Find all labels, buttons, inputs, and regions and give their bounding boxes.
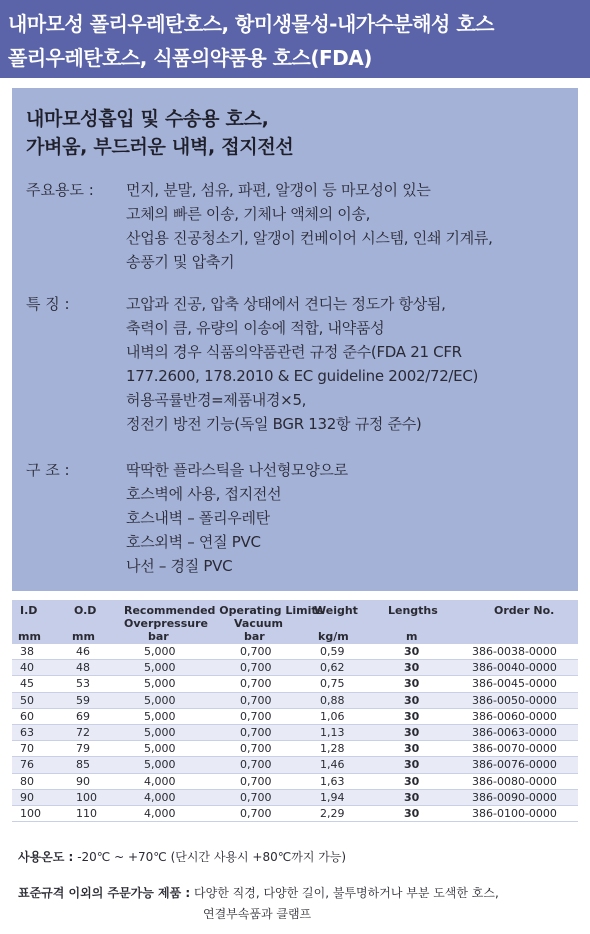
cell-od: 79 bbox=[76, 742, 90, 756]
section-line: 호스외벽 – 연질 PVC bbox=[126, 533, 261, 551]
cell-od: 59 bbox=[76, 693, 90, 707]
cell-vacuum: 0,700 bbox=[240, 677, 272, 691]
cell-weight: 2,29 bbox=[320, 806, 345, 820]
cell-order-no: 386-0038-0000 bbox=[472, 645, 557, 658]
cell-weight: 0,88 bbox=[320, 693, 345, 707]
table-row bbox=[12, 741, 578, 757]
cell-vacuum: 0,700 bbox=[240, 693, 272, 707]
header-od: O.D bbox=[74, 604, 97, 617]
custom-order-line2: 연결부속품과 클램프 bbox=[203, 907, 312, 921]
cell-vacuum: 0,700 bbox=[240, 645, 272, 658]
cell-weight: 1,13 bbox=[320, 725, 345, 739]
cell-overpressure: 5,000 bbox=[144, 693, 176, 707]
cell-weight: 0,62 bbox=[320, 661, 345, 675]
cell-length: 30 bbox=[404, 774, 420, 788]
header-banner bbox=[0, 0, 590, 78]
cell-id: 45 bbox=[20, 677, 34, 691]
cell-overpressure: 5,000 bbox=[144, 758, 176, 772]
cell-id: 60 bbox=[20, 709, 34, 723]
cell-id: 100 bbox=[20, 806, 41, 820]
cell-vacuum: 0,700 bbox=[240, 725, 272, 739]
cell-length: 30 bbox=[404, 677, 420, 691]
unit-weight: kg/m bbox=[318, 630, 349, 643]
section-line: 산업용 진공청소기, 알갱이 컨베이어 시스템, 인쇄 기계류, bbox=[126, 229, 493, 247]
temperature-note bbox=[18, 848, 346, 865]
cell-order-no: 386-0070-0000 bbox=[472, 742, 557, 756]
cell-length: 30 bbox=[404, 709, 420, 723]
cell-id: 38 bbox=[20, 645, 34, 658]
cell-od: 110 bbox=[76, 806, 97, 820]
cell-length: 30 bbox=[404, 758, 420, 772]
cell-order-no: 386-0063-0000 bbox=[472, 725, 557, 739]
cell-weight: 0,75 bbox=[320, 677, 345, 691]
cell-order-no: 386-0040-0000 bbox=[472, 661, 557, 675]
custom-order-label: 표준규격 이외의 주문가능 제품 : bbox=[18, 886, 191, 900]
cell-overpressure: 5,000 bbox=[144, 725, 176, 739]
unit-lengths: m bbox=[406, 630, 418, 643]
info-title-line2: 가벼움, 부드러운 내벽, 접지전선 bbox=[26, 136, 294, 158]
cell-length: 30 bbox=[404, 645, 420, 658]
temperature-value: -20℃ ~ +70℃ (단시간 사용시 +80℃까지 가능) bbox=[77, 850, 347, 864]
cell-od: 46 bbox=[76, 645, 90, 658]
temperature-label: 사용온도 : bbox=[18, 850, 74, 864]
unit-overpressure: bar bbox=[148, 630, 169, 643]
cell-weight: 1,94 bbox=[320, 790, 345, 804]
cell-order-no: 386-0060-0000 bbox=[472, 709, 557, 723]
table-header bbox=[12, 600, 578, 644]
unit-id: mm bbox=[18, 630, 41, 643]
cell-od: 69 bbox=[76, 709, 90, 723]
table-row bbox=[12, 790, 578, 806]
section-line: 고체의 빠른 이송, 기체나 액체의 이송, bbox=[126, 205, 371, 223]
unit-vacuum: bar bbox=[244, 630, 265, 643]
section-label: 구 조 : bbox=[26, 461, 70, 479]
section-line: 허용곡률반경=제품내경×5, bbox=[126, 391, 307, 409]
section-line: 내벽의 경우 식품의약품관련 규정 준수(FDA 21 CFR bbox=[126, 343, 462, 361]
cell-length: 30 bbox=[404, 661, 420, 675]
cell-weight: 0,59 bbox=[320, 645, 345, 658]
cell-order-no: 386-0045-0000 bbox=[472, 677, 557, 691]
table-row bbox=[12, 709, 578, 725]
cell-overpressure: 5,000 bbox=[144, 677, 176, 691]
cell-overpressure: 4,000 bbox=[144, 806, 176, 820]
cell-vacuum: 0,700 bbox=[240, 774, 272, 788]
table-row bbox=[12, 757, 578, 773]
cell-order-no: 386-0100-0000 bbox=[472, 806, 557, 820]
cell-id: 40 bbox=[20, 661, 34, 675]
cell-order-no: 386-0076-0000 bbox=[472, 758, 557, 772]
section-line: 177.2600, 178.2010 & EC guideline 2002/72/EC) bbox=[126, 367, 479, 385]
cell-id: 63 bbox=[20, 725, 34, 739]
custom-order-note bbox=[18, 884, 499, 901]
header-title-line2: 폴리우레탄호스, 식품의약품용 호스(FDA) bbox=[8, 46, 372, 70]
header-lengths: Lengths bbox=[388, 604, 438, 617]
spec-table bbox=[12, 600, 578, 822]
cell-overpressure: 5,000 bbox=[144, 645, 176, 658]
header-vacuum: Vacuum bbox=[234, 617, 283, 630]
section-line: 송풍기 및 압축기 bbox=[126, 253, 235, 271]
custom-order-line1: 다양한 직경, 다양한 길이, 불투명하거나 부분 도색한 호스, bbox=[194, 886, 499, 900]
cell-overpressure: 4,000 bbox=[144, 790, 176, 804]
cell-id: 50 bbox=[20, 693, 34, 707]
cell-length: 30 bbox=[404, 790, 420, 804]
cell-order-no: 386-0080-0000 bbox=[472, 774, 557, 788]
cell-id: 70 bbox=[20, 742, 34, 756]
section-line: 나선 – 경질 PVC bbox=[126, 557, 233, 575]
cell-od: 85 bbox=[76, 758, 90, 772]
table-row bbox=[12, 725, 578, 741]
section-line: 먼지, 분말, 섬유, 파편, 알갱이 등 마모성이 있는 bbox=[126, 181, 431, 199]
cell-overpressure: 4,000 bbox=[144, 774, 176, 788]
table-body bbox=[12, 644, 578, 822]
section-line: 호스벽에 사용, 접지전선 bbox=[126, 485, 282, 503]
table-row bbox=[12, 644, 578, 660]
cell-overpressure: 5,000 bbox=[144, 742, 176, 756]
product-info-box bbox=[12, 88, 578, 591]
header-weight: Weight bbox=[314, 604, 358, 617]
cell-id: 90 bbox=[20, 790, 34, 804]
section-line: 축력이 큼, 유량의 이송에 적합, 내약품성 bbox=[126, 319, 385, 337]
cell-vacuum: 0,700 bbox=[240, 790, 272, 804]
cell-overpressure: 5,000 bbox=[144, 661, 176, 675]
section-line: 딱딱한 플라스틱을 나선형모양으로 bbox=[126, 461, 348, 479]
table-row bbox=[12, 676, 578, 692]
table-row bbox=[12, 806, 578, 822]
cell-id: 80 bbox=[20, 774, 34, 788]
cell-vacuum: 0,700 bbox=[240, 806, 272, 820]
cell-length: 30 bbox=[404, 725, 420, 739]
cell-weight: 1,46 bbox=[320, 758, 345, 772]
section-line: 고압과 진공, 압축 상태에서 견디는 정도가 항상됨, bbox=[126, 295, 446, 313]
cell-od: 90 bbox=[76, 774, 90, 788]
cell-vacuum: 0,700 bbox=[240, 758, 272, 772]
section-line: 호스내벽 – 폴리우레탄 bbox=[126, 509, 270, 527]
table-row bbox=[12, 693, 578, 709]
header-limits: Recommended Operating Limits bbox=[124, 604, 324, 617]
header-order: Order No. bbox=[494, 604, 555, 617]
header-id: I.D bbox=[20, 604, 38, 617]
cell-od: 53 bbox=[76, 677, 90, 691]
table-row bbox=[12, 774, 578, 790]
unit-od: mm bbox=[72, 630, 95, 643]
section-label: 주요용도 : bbox=[26, 181, 94, 199]
cell-weight: 1,63 bbox=[320, 774, 345, 788]
cell-weight: 1,06 bbox=[320, 709, 345, 723]
info-title-line1: 내마모성흡입 및 수송용 호스, bbox=[26, 108, 269, 130]
header-overpressure: Overpressure bbox=[124, 617, 208, 630]
cell-od: 72 bbox=[76, 725, 90, 739]
cell-id: 76 bbox=[20, 758, 34, 772]
cell-vacuum: 0,700 bbox=[240, 742, 272, 756]
cell-vacuum: 0,700 bbox=[240, 661, 272, 675]
header-title-line1: 내마모성 폴리우레탄호스, 항미생물성-내가수분해성 호스 bbox=[8, 12, 494, 36]
cell-weight: 1,28 bbox=[320, 742, 345, 756]
table-row bbox=[12, 660, 578, 676]
section-label: 특 징 : bbox=[26, 295, 70, 313]
cell-order-no: 386-0050-0000 bbox=[472, 693, 557, 707]
cell-length: 30 bbox=[404, 806, 420, 820]
cell-overpressure: 5,000 bbox=[144, 709, 176, 723]
cell-length: 30 bbox=[404, 742, 420, 756]
cell-vacuum: 0,700 bbox=[240, 709, 272, 723]
section-line: 정전기 방전 기능(독일 BGR 132항 규정 준수) bbox=[126, 415, 422, 433]
cell-od: 100 bbox=[76, 790, 97, 804]
cell-order-no: 386-0090-0000 bbox=[472, 790, 557, 804]
cell-length: 30 bbox=[404, 693, 420, 707]
cell-od: 48 bbox=[76, 661, 90, 675]
